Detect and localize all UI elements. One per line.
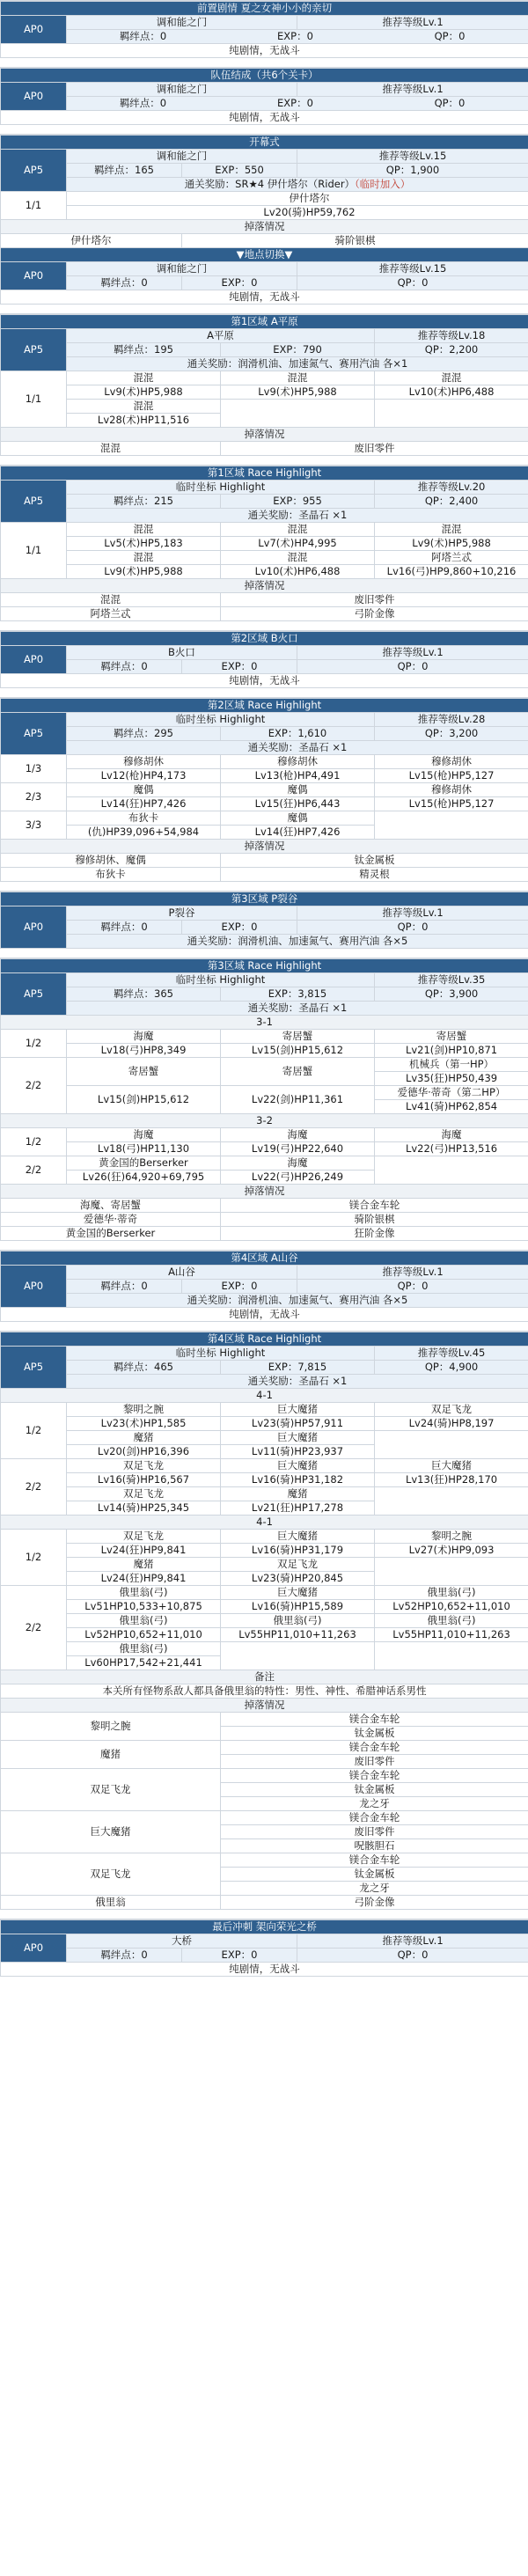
enemy-stat: Lv16(骑)HP31,182 <box>221 1473 375 1487</box>
drop-enemy: 双足飞龙 <box>1 1769 221 1811</box>
note: 纯剧情，无战斗 <box>1 44 528 58</box>
note: 纯剧情，无战斗 <box>1 1308 528 1322</box>
drops-header: 掉落情况 <box>1 840 528 854</box>
section-title: 第4区域 Race Highlight <box>1 1332 528 1347</box>
enemy-stat: Lv20(骑)HP59,762 <box>67 206 528 220</box>
section-title: 第1区域 A平原 <box>1 315 528 329</box>
enemy-stat: (仇)HP39,096+54,984 <box>67 826 221 840</box>
recommended-level: 推荐等级Lv.1 <box>297 16 528 30</box>
enemy-stat: Lv23(骑)HP57,911 <box>221 1417 375 1431</box>
section-title: 前置剧情 夏之女神小小的亲切 <box>1 2 528 16</box>
wave-label: 1/2 <box>1 1530 67 1586</box>
enemy-name: 魔偶 <box>67 783 221 797</box>
enemy-stat: Lv26(狂)64,920+69,795 <box>67 1171 221 1185</box>
ap-cost: AP5 <box>1 1347 67 1389</box>
drop-item: 废旧零件 <box>221 1755 528 1769</box>
recommended-level: 推荐等级Lv.28 <box>375 713 528 727</box>
bond-points: 羁绊点：0 <box>67 276 182 290</box>
location: A山谷 <box>67 1266 297 1280</box>
bond-points: 羁绊点：0 <box>67 660 182 674</box>
drop-enemy: 黎明之腕 <box>1 1713 221 1741</box>
enemy-stat: Lv52HP10,652+11,010 <box>67 1628 221 1642</box>
section-title: 第3区域 P裂谷 <box>1 892 528 906</box>
drop-enemy: 黄金国的Berserker <box>1 1227 221 1241</box>
exp: EXP：550 <box>182 164 297 178</box>
wave-label: 2/2 <box>1 1459 67 1516</box>
enemy-stat: Lv16(骑)HP16,567 <box>67 1473 221 1487</box>
drop-item: 镁合金车轮 <box>221 1741 528 1755</box>
wave-label: 1/3 <box>1 755 67 783</box>
drop-item: 镁合金车轮 <box>221 1853 528 1868</box>
section-area3-race-highlight <box>0 958 528 1241</box>
drop-item: 弓阶金像 <box>221 1896 528 1910</box>
enemy-stat: Lv9(术)HP5,988 <box>67 385 221 400</box>
enemy-stat: Lv28(术)HP11,516 <box>67 414 221 428</box>
enemy-stat: Lv10(术)HP6,488 <box>375 385 528 400</box>
enemy-name: 混混 <box>221 551 375 565</box>
enemy-name: 魔猪 <box>67 1431 221 1445</box>
drop-item: 镁合金车轮 <box>221 1713 528 1727</box>
enemy-stat: Lv9(术)HP5,988 <box>67 565 221 579</box>
recommended-level: 推荐等级Lv.45 <box>375 1347 528 1361</box>
enemy-stat: Lv10(术)HP6,488 <box>221 565 375 579</box>
drop-enemy: 伊什塔尔 <box>1 234 182 248</box>
drop-item: 龙之牙 <box>221 1797 528 1811</box>
recommended-level: 推荐等级Lv.18 <box>375 329 528 343</box>
location: 临时坐标 Highlight <box>67 973 375 987</box>
clear-reward: 通关奖励：圣晶石 ×1 <box>67 509 528 523</box>
ap-cost: AP5 <box>1 150 67 192</box>
exp: EXP：0 <box>219 97 371 110</box>
note: 纯剧情，无战斗 <box>1 1963 528 1977</box>
enemy-name: 混混 <box>221 523 375 537</box>
enemy-name: 海魔 <box>67 1128 221 1142</box>
enemy-stat: Lv15(枪)HP5,127 <box>375 769 528 783</box>
drop-item: 钛金属板 <box>221 1783 528 1797</box>
drop-enemy: 俄里翁 <box>1 1896 221 1910</box>
enemy-stat: Lv14(狂)HP7,426 <box>221 826 375 840</box>
exp: EXP：3,815 <box>221 987 375 1002</box>
qp: QP：2,200 <box>375 343 528 357</box>
enemy-name: 俄里翁(弓) <box>375 1586 528 1600</box>
enemy-stat: Lv14(狂)HP7,426 <box>67 797 221 811</box>
enemy-name: 巨大魔猪 <box>221 1459 375 1473</box>
temporary-join-tag: （临时加入） <box>355 178 411 190</box>
drop-enemy: 混混 <box>1 593 221 607</box>
drop-item: 龙之牙 <box>221 1882 528 1896</box>
enemy-stat: Lv18(弓)HP11,130 <box>67 1142 221 1156</box>
qp: QP：3,200 <box>375 727 528 741</box>
location-switch-title: ▼地点切换▼ <box>1 248 528 262</box>
wave-label: 3/3 <box>1 811 67 840</box>
enemy-name: 寄居蟹 <box>221 1058 375 1086</box>
enemy-stat: Lv22(弓)HP26,249 <box>221 1171 375 1185</box>
location: 调和能之门 <box>67 16 297 30</box>
enemy-name: 魔猪 <box>67 1558 221 1572</box>
enemy-stat: Lv23(术)HP1,585 <box>67 1417 221 1431</box>
drops-header: 掉落情况 <box>1 220 528 234</box>
enemy-name: 巨大魔猪 <box>221 1530 375 1544</box>
drop-item: 弓阶金像 <box>221 607 528 621</box>
clear-reward: 通关奖励：SR★4 伊什塔尔（Rider） <box>184 178 356 190</box>
bond-points: 羁绊点：0 <box>67 97 219 110</box>
clear-reward: 通关奖励：圣晶石 ×1 <box>67 1002 528 1016</box>
exp: EXP：0 <box>182 1280 297 1294</box>
enemy-stat: Lv13(枪)HP4,491 <box>221 769 375 783</box>
section-area2 <box>0 630 528 688</box>
enemy-name: 巨大魔猪 <box>221 1431 375 1445</box>
section-title: 最后冲刺 架向荣光之桥 <box>1 1920 528 1934</box>
part-label: 3-2 <box>1 1114 528 1128</box>
enemy-name: 混混 <box>67 551 221 565</box>
wave-label: 2/3 <box>1 783 67 811</box>
enemy-name: 双足飞龙 <box>67 1530 221 1544</box>
ap-cost: AP5 <box>1 329 67 371</box>
enemy-name: 俄里翁(弓) <box>67 1614 221 1628</box>
enemy-stat: Lv55HP11,010+11,263 <box>221 1628 375 1642</box>
ap-cost: AP0 <box>1 1934 67 1963</box>
drop-item: 狂阶金像 <box>221 1227 528 1241</box>
location: P裂谷 <box>67 906 297 921</box>
enemy-name: 双足飞龙 <box>375 1403 528 1417</box>
enemy-stat: Lv7(术)HP4,995 <box>221 537 375 551</box>
exp: EXP：0 <box>219 30 371 43</box>
enemy-name: 寄居蟹 <box>67 1058 221 1086</box>
enemy-name: 海魔 <box>221 1156 375 1171</box>
exp: EXP：0 <box>182 660 297 674</box>
bond-points: 羁绊点：365 <box>67 987 221 1002</box>
clear-reward: 通关奖励：润滑机油、加速氮气、赛用汽油 各×5 <box>67 1294 528 1308</box>
section-title: 第2区域 Race Highlight <box>1 699 528 713</box>
clear-reward: 通关奖励：圣晶石 ×1 <box>67 741 528 755</box>
enemy-name: 穆修胡休 <box>67 755 221 769</box>
exp: EXP：0 <box>182 921 297 935</box>
bond-points: 羁绊点：465 <box>67 1361 221 1375</box>
enemy-name: 巨大魔猪 <box>375 1459 528 1473</box>
location: 大桥 <box>67 1934 297 1949</box>
bond-points: 羁绊点：0 <box>67 1280 182 1294</box>
ap-cost: AP0 <box>1 16 67 44</box>
drop-enemy: 阿塔兰忒 <box>1 607 221 621</box>
qp: QP：1,900 <box>297 164 528 178</box>
drop-item: 镁合金车轮 <box>221 1811 528 1825</box>
section-area3 <box>0 891 528 949</box>
enemy-name: 混混 <box>67 371 221 385</box>
enemy-name: 寄居蟹 <box>375 1030 528 1044</box>
enemy-stat: Lv15(剑)HP15,612 <box>221 1044 375 1058</box>
drop-enemy: 魔猪 <box>1 1741 221 1769</box>
enemy-stat: Lv14(骑)HP25,345 <box>67 1501 221 1516</box>
location: 调和能之门 <box>67 83 297 97</box>
enemy-name: 魔猪 <box>221 1487 375 1501</box>
location: B火口 <box>67 646 297 660</box>
clear-reward: 通关奖励：润滑机油、加速氮气、赛用汽油 各×1 <box>67 357 528 371</box>
enemy-stat: Lv24(骑)HP8,197 <box>375 1417 528 1431</box>
bond-points: 羁绊点：0 <box>67 921 182 935</box>
enemy-stat: Lv24(狂)HP9,841 <box>67 1572 221 1586</box>
enemy-stat: Lv60HP17,542+21,441 <box>67 1656 221 1670</box>
recommended-level: 推荐等级Lv.15 <box>297 150 528 164</box>
qp: QP：0 <box>371 97 528 110</box>
enemy-name: 俄里翁(弓) <box>67 1586 221 1600</box>
section-area1-race-highlight <box>0 465 528 621</box>
enemy-stat: Lv16(骑)HP15,589 <box>221 1600 375 1614</box>
drop-item: 骑阶银棋 <box>182 234 528 248</box>
drops-header: 掉落情况 <box>1 428 528 442</box>
drop-item: 镁合金车轮 <box>221 1769 528 1783</box>
wave-label: 1/2 <box>1 1403 67 1459</box>
drop-enemy: 海魔、寄居蟹 <box>1 1199 221 1213</box>
enemy-name: 黎明之腕 <box>375 1530 528 1544</box>
section-title: 第3区域 Race Highlight <box>1 959 528 973</box>
exp: EXP：7,815 <box>221 1361 375 1375</box>
drop-item: 镁合金车轮 <box>221 1199 528 1213</box>
enemy-name: 海魔 <box>221 1128 375 1142</box>
section-area4 <box>0 1250 528 1322</box>
ap-cost: AP0 <box>1 906 67 949</box>
clear-reward: 通关奖励：圣晶石 ×1 <box>67 1375 528 1389</box>
exp: EXP：0 <box>182 276 297 290</box>
boss-name-phase1: 机械兵（第一HP） <box>375 1058 528 1072</box>
wave-label: 2/2 <box>1 1586 67 1670</box>
enemy-stat: Lv23(骑)HP20,845 <box>221 1572 375 1586</box>
remark: 本关所有怪物系敌人都具备俄里翁的特性：男性、神性、希腊神话系男性 <box>1 1684 528 1699</box>
enemy-name: 海魔 <box>67 1030 221 1044</box>
enemy-stat: Lv16(骑)HP31,179 <box>221 1544 375 1558</box>
drop-item: 钛金属板 <box>221 854 528 868</box>
enemy-name: 穆修胡休 <box>375 783 528 797</box>
bond-points: 羁绊点：195 <box>67 343 221 357</box>
location: A平原 <box>67 329 375 343</box>
wave-label: 2/2 <box>1 1156 67 1185</box>
enemy-stat: Lv51HP10,533+10,875 <box>67 1600 221 1614</box>
drop-item: 骑阶银棋 <box>221 1213 528 1227</box>
clear-reward: 通关奖励：润滑机油、加速氮气、赛用汽油 各×5 <box>67 935 528 949</box>
enemy-name: 海魔 <box>375 1128 528 1142</box>
qp: QP：3,900 <box>375 987 528 1002</box>
location: 临时坐标 Highlight <box>67 1347 375 1361</box>
enemy-name: 混混 <box>375 523 528 537</box>
section-title: 第1区域 Race Highlight <box>1 466 528 481</box>
exp: EXP：955 <box>221 495 375 509</box>
enemy-name: 巨大魔猪 <box>221 1586 375 1600</box>
note: 纯剧情，无战斗 <box>1 290 528 305</box>
enemy-name: 穆修胡休 <box>221 755 375 769</box>
note: 纯剧情，无战斗 <box>1 674 528 688</box>
qp: QP：0 <box>371 30 528 43</box>
recommended-level: 推荐等级Lv.35 <box>375 973 528 987</box>
part-label: 4-1 <box>1 1389 528 1403</box>
enemy-stat: Lv9(术)HP5,988 <box>221 385 375 400</box>
bond-points: 羁绊点：295 <box>67 727 221 741</box>
enemy-name: 魔偶 <box>221 783 375 797</box>
location: 调和能之门 <box>67 150 297 164</box>
enemy-stat: Lv55HP11,010+11,263 <box>375 1628 528 1642</box>
ap-cost: AP0 <box>1 646 67 674</box>
enemy-stat: Lv22(弓)HP13,516 <box>375 1142 528 1156</box>
exp: EXP：790 <box>221 343 375 357</box>
qp: QP：2,400 <box>375 495 528 509</box>
enemy-stat: Lv19(弓)HP22,640 <box>221 1142 375 1156</box>
bond-points: 羁绊点：0 <box>67 1949 182 1963</box>
section-opening <box>0 134 528 305</box>
remark-header: 备注 <box>1 1670 528 1684</box>
ap-cost: AP5 <box>1 973 67 1016</box>
recommended-level: 推荐等级Lv.1 <box>297 646 528 660</box>
drop-item: 呪骸胆石 <box>221 1839 528 1853</box>
drop-enemy: 爱德华·蒂奇 <box>1 1213 221 1227</box>
enemy-stat: Lv12(枪)HP4,173 <box>67 769 221 783</box>
section-prologue <box>0 0 528 58</box>
enemy-stat: Lv15(狂)HP6,443 <box>221 797 375 811</box>
ap-cost: AP5 <box>1 481 67 523</box>
qp: QP：4,900 <box>375 1361 528 1375</box>
boss-stat-phase2: Lv41(骑)HP62,854 <box>375 1100 528 1114</box>
enemy-stat: Lv21(剑)HP10,871 <box>375 1044 528 1058</box>
section-title: 开幕式 <box>1 136 528 150</box>
exp: EXP：1,610 <box>221 727 375 741</box>
enemy-stat: Lv27(术)HP9,093 <box>375 1544 528 1558</box>
wave-label: 1/1 <box>1 371 67 428</box>
section-area1 <box>0 313 528 456</box>
enemy-name: 布狄卡 <box>67 811 221 826</box>
enemy-name: 双足飞龙 <box>67 1459 221 1473</box>
enemy-name: 魔偶 <box>221 811 375 826</box>
enemy-stat: Lv5(术)HP5,183 <box>67 537 221 551</box>
recommended-level: 推荐等级Lv.15 <box>297 262 528 276</box>
enemy-stat: Lv16(弓)HP9,860+10,216 <box>375 565 528 579</box>
enemy-name: 黎明之腕 <box>67 1403 221 1417</box>
drops-header: 掉落情况 <box>1 579 528 593</box>
enemy-stat: Lv22(剑)HP11,361 <box>221 1086 375 1114</box>
enemy-name: 黄金国的Berserker <box>67 1156 221 1171</box>
drop-item: 钛金属板 <box>221 1727 528 1741</box>
location: 临时坐标 Highlight <box>67 713 375 727</box>
drop-enemy: 穆修胡休、魔偶 <box>1 854 221 868</box>
recommended-level: 推荐等级Lv.1 <box>297 1266 528 1280</box>
section-team <box>0 67 528 125</box>
qp: QP：0 <box>297 1280 528 1294</box>
drops-header: 掉落情况 <box>1 1699 528 1713</box>
enemy-name: 俄里翁(弓) <box>221 1614 375 1628</box>
qp: QP：0 <box>297 660 528 674</box>
bond-points: 羁绊点：165 <box>67 164 182 178</box>
enemy-stat: Lv13(狂)HP28,170 <box>375 1473 528 1487</box>
location: 临时坐标 Highlight <box>67 481 375 495</box>
drop-enemy: 巨大魔猪 <box>1 1811 221 1853</box>
part-label: 4-1 <box>1 1516 528 1530</box>
wave-label: 1/2 <box>1 1128 67 1156</box>
drop-enemy: 布狄卡 <box>1 868 221 882</box>
ap-cost: AP0 <box>1 262 67 290</box>
wave-label: 1/2 <box>1 1030 67 1058</box>
qp: QP：0 <box>297 921 528 935</box>
note: 纯剧情，无战斗 <box>1 111 528 125</box>
drop-item: 钛金属板 <box>221 1868 528 1882</box>
section-finale <box>0 1919 528 1977</box>
enemy-stat: Lv15(枪)HP5,127 <box>375 797 528 811</box>
enemy-name: 寄居蟹 <box>221 1030 375 1044</box>
drop-item: 废旧零件 <box>221 1825 528 1839</box>
bond-points: 羁绊点：0 <box>67 30 219 43</box>
qp: QP：0 <box>297 1949 528 1963</box>
enemy-name: 阿塔兰忒 <box>375 551 528 565</box>
enemy-stat: Lv15(剑)HP15,612 <box>67 1086 221 1114</box>
enemy-name: 俄里翁(弓) <box>67 1642 221 1656</box>
wave-label: 2/2 <box>1 1058 67 1114</box>
drop-item: 废旧零件 <box>221 442 528 456</box>
drop-item: 废旧零件 <box>221 593 528 607</box>
enemy-name: 巨大魔猪 <box>221 1403 375 1417</box>
enemy-name: 双足飞龙 <box>67 1487 221 1501</box>
boss-name-phase2: 爱德华·蒂奇（第二HP） <box>375 1086 528 1100</box>
section-title: 第4区域 A山谷 <box>1 1251 528 1266</box>
enemy-stat: Lv21(狂)HP17,278 <box>221 1501 375 1516</box>
enemy-name: 混混 <box>375 371 528 385</box>
enemy-stat: Lv24(狂)HP9,841 <box>67 1544 221 1558</box>
section-area4-race-highlight <box>0 1331 528 1910</box>
ap-cost: AP0 <box>1 1266 67 1308</box>
recommended-level: 推荐等级Lv.1 <box>297 83 528 97</box>
enemy-stat: Lv11(骑)HP23,937 <box>221 1445 375 1459</box>
section-title: 队伍结成（共6个关卡） <box>1 69 528 83</box>
enemy-name: 俄里翁(弓) <box>375 1614 528 1628</box>
drops-header: 掉落情况 <box>1 1185 528 1199</box>
bond-points: 羁绊点：215 <box>67 495 221 509</box>
enemy-stat: Lv9(术)HP5,988 <box>375 537 528 551</box>
enemy-stat: Lv20(剑)HP16,396 <box>67 1445 221 1459</box>
enemy-name: 双足飞龙 <box>221 1558 375 1572</box>
exp: EXP：0 <box>182 1949 297 1963</box>
enemy-name: 混混 <box>67 523 221 537</box>
recommended-level: 推荐等级Lv.20 <box>375 481 528 495</box>
enemy-stat: Lv18(弓)HP8,349 <box>67 1044 221 1058</box>
recommended-level: 推荐等级Lv.1 <box>297 1934 528 1949</box>
drop-enemy: 双足飞龙 <box>1 1853 221 1896</box>
recommended-level: 推荐等级Lv.1 <box>297 906 528 921</box>
qp: QP：0 <box>297 276 528 290</box>
wave-label: 1/1 <box>1 192 67 220</box>
wave-label: 1/1 <box>1 523 67 579</box>
enemy-name: 穆修胡休 <box>375 755 528 769</box>
boss-stat-phase1: Lv35(狂)HP50,439 <box>375 1072 528 1086</box>
location: 调和能之门 <box>67 262 297 276</box>
enemy-stat: Lv52HP10,652+11,010 <box>375 1600 528 1614</box>
drop-item: 精灵根 <box>221 868 528 882</box>
enemy-name: 混混 <box>67 400 221 414</box>
part-label: 3-1 <box>1 1016 528 1030</box>
ap-cost: AP5 <box>1 713 67 755</box>
section-title: 第2区域 B火口 <box>1 632 528 646</box>
enemy-name: 混混 <box>221 371 375 385</box>
section-area2-race-highlight <box>0 697 528 882</box>
drop-enemy: 混混 <box>1 442 221 456</box>
enemy-name: 伊什塔尔 <box>67 192 528 206</box>
ap-cost: AP0 <box>1 83 67 111</box>
